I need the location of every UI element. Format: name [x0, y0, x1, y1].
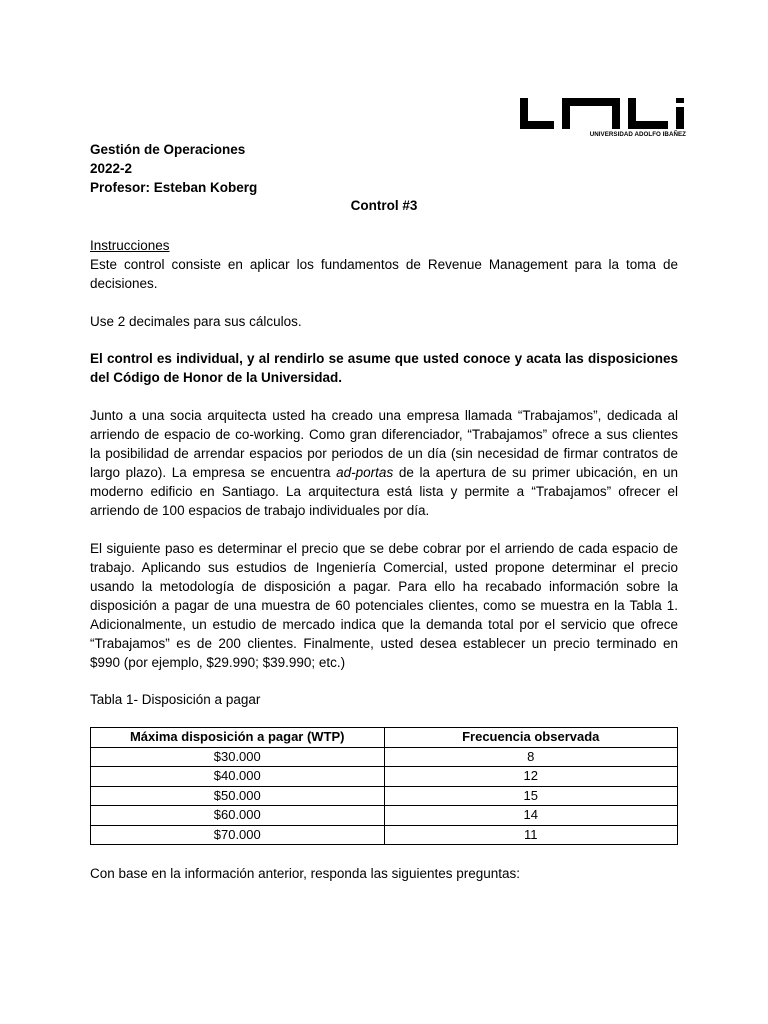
- table-row: [91, 806, 678, 826]
- wtp-table: [90, 727, 678, 845]
- decimals-note: Use 2 decimales para sus cálculos.: [90, 314, 302, 329]
- wtp-cell: $50.000: [91, 786, 385, 806]
- context-text-1: Junto a una socia arquitecta usted ha creado una empresa llamada “Trabajamos”, dedicada al arriendo de espacio de co-working. Como gran diferenciador, “Trabajamos” ofrece a sus clientes la posibilidad de arrendar espacios por periodos de un día (sin necesidad de firmar contratos de largo plazo). La empresa se encuentra: [90, 408, 678, 480]
- frequency-cell: 11: [384, 825, 678, 845]
- page-title: Control #3: [350, 198, 418, 213]
- frequency-cell: 8: [384, 747, 678, 767]
- term: 2022-2: [90, 161, 133, 176]
- document-header: [90, 140, 257, 197]
- professor: Profesor: Esteban Koberg: [90, 180, 258, 195]
- instructions-text: Este control consiste en aplicar los fundamentos de Revenue Management para la toma de decisiones.: [90, 257, 678, 291]
- wtp-cell: $60.000: [91, 806, 385, 826]
- uai-logo-icon: [520, 98, 686, 130]
- column-header-frequency: Frecuencia observada: [384, 728, 678, 748]
- wtp-cell: $70.000: [91, 825, 385, 845]
- column-header-wtp: Máxima disposición a pagar (WTP): [91, 728, 385, 748]
- context-text-2: de la apertura de su primer ubicación, en un moderno edificio en Santiago. La arquitectura está lista y permite a “Trabajamos” ofrecer el arriendo de 100 espacios de trabajo individuales por día.: [90, 465, 678, 518]
- wtp-cell: $40.000: [91, 767, 385, 787]
- course-name: Gestión de Operaciones: [90, 142, 246, 157]
- wtp-cell: $30.000: [91, 747, 385, 767]
- context-italic: ad-portas: [336, 465, 394, 480]
- table-row: [91, 747, 678, 767]
- instructions-section: [90, 236, 678, 293]
- context-paragraph: [90, 406, 678, 520]
- table-row: [91, 767, 678, 787]
- university-logo: [520, 98, 686, 142]
- frequency-cell: 15: [384, 786, 678, 806]
- table-row: [91, 825, 678, 845]
- instructions-heading: Instrucciones: [90, 238, 170, 253]
- table-header-row: [91, 728, 678, 748]
- closing-line: Con base en la información anterior, responda las siguientes preguntas:: [90, 866, 521, 881]
- pricing-paragraph: El siguiente paso es determinar el precio que se debe cobrar por el arriendo de cada espacio de trabajo. Aplicando sus estudios de Ingeniería Comercial, usted propone determinar el precio usando la metodología de disposición a pagar. Para ello ha recabado información sobre la disposición a pagar de una muestra de 60 potenciales clientes, como se muestra en la Tabla 1. Adicionalmente, un estudio de mercado indica que la demanda total por el servicio que ofrece “Trabajamos” es de 200 clientes. Finalmente, usted desea establecer un precio terminado en $990 (por ejemplo, $29.990; $39.990; etc.): [90, 541, 678, 670]
- honor-code-note: El control es individual, y al rendirlo se asume que usted conoce y acata las disposiciones del Código de Honor de la Universidad.: [90, 351, 678, 385]
- logo-caption: UNIVERSIDAD ADOLFO IBAÑEZ: [589, 131, 686, 138]
- frequency-cell: 14: [384, 806, 678, 826]
- table-row: [91, 786, 678, 806]
- table-caption: Tabla 1- Disposición a pagar: [90, 692, 261, 707]
- frequency-cell: 12: [384, 767, 678, 787]
